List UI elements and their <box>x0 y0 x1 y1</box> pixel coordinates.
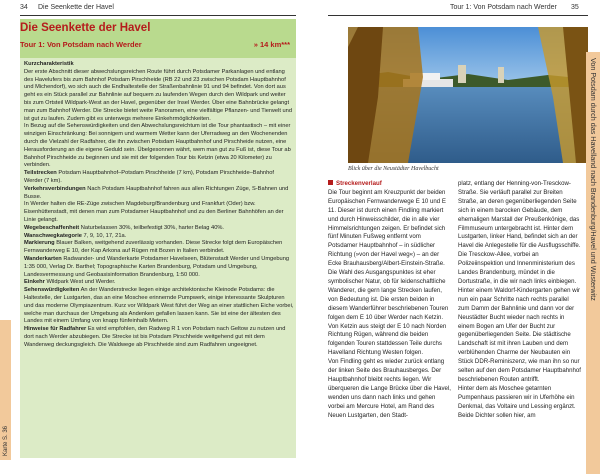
running-title-right: Tour 1: Von Potsdam nach Werder <box>450 4 557 11</box>
info-heading: Teilstrecken <box>24 170 57 177</box>
info-text: Nach Potsdam Hauptbahnhof fahren aus allen Richtungen Züge, S-Bahnen und Busse. <box>24 185 289 200</box>
text-column-right <box>458 180 581 420</box>
info-paragraph <box>24 326 294 349</box>
info-text: In Bezug auf die Sehenswürdigkeiten und den Abwechslungsreichtum ist die Tour phantastisch – mit einer winzigen Einschränkung: Bei sonnigem und warmem Wetter kann der Uferradweg an den Wochenenden durch die Vielzahl der Radfahrer, die ihn zwischen Potsdam Hauptbahnhof und Pirschheide nutzen, eine Herausforderung an die eigene Geduld sein. Übelgesonnen währt, wem man gut zu Fuß ist, diese Tour ab Bahnhof Pirschheide zu beginnen und sie mit der folgenden Tour bis Ketzin (etwa 20 Kilometer) zu verbinden. <box>24 123 291 169</box>
tour-distance: » 14 km*** <box>253 40 290 49</box>
info-text: Naturbelassen 30%, teilbefestigt 30%, harter Belag 40%. <box>80 224 225 231</box>
tour-label: Tour 1: Von Potsdam nach Werder <box>20 40 142 49</box>
info-paragraph <box>24 170 294 186</box>
map-reference-tab <box>0 320 11 460</box>
info-box-text <box>24 61 294 349</box>
info-paragraph <box>24 225 294 233</box>
info-heading: Verkehrsverbindungen <box>24 185 86 192</box>
info-paragraph <box>24 201 294 224</box>
body-paragraph: Hinter dem als Moschee getarnten Pumpenhaus passieren wir in Uferhöhe ein Denkmal, das Voltaire und Lessing ergänzt. Beide Dichter sollen hier, am <box>458 384 576 419</box>
info-box <box>20 58 296 458</box>
info-heading: Einkehr <box>24 279 45 286</box>
info-text: Blauer Balken, weitgehend zuverlässig vorhanden. Diese Strecke folgt dem Europäischen Fernwanderweg E 10, der Kap Arkona auf Rügen mit Bozen in Italien verbindet. <box>24 240 283 255</box>
info-paragraph <box>24 256 294 279</box>
info-text: In Werder halten die RE-Züge zwischen Magdeburg/Brandenburg und Frankfurt (Oder) bzw. Eisenhüttenstadt, mit denen man zum Potsdamer Hauptbahnhof und zu den Berliner Bahnhöfen an der Linie gelangt. <box>24 201 284 223</box>
info-paragraph <box>24 233 294 241</box>
body-paragraph: Die Wahl des Ausgangspunktes ist eher symbolischer Natur, ob für leidenschaftliche Wanderer, die gern lange Strecken laufen, von Bedeutung ist. Die ersten beiden in diesem Wanderführer beschriebenen Touren folgen dem E 10 über Werder nach Ketzin. Von Ketzin aus steigt der E 10 nach Norden Richtung Rügen, während die beiden folgenden Touren stattdessen Teile durchs Havelland Richtung Westen folgen. <box>328 269 449 357</box>
info-heading: Sehenswürdigkeiten <box>24 287 80 294</box>
route-side-tab <box>586 52 600 474</box>
info-heading: Wanderkarten <box>24 255 62 262</box>
page-number-left: 34 <box>20 4 28 11</box>
body-paragraph: Von Findling geht es wieder zurück entlang der linken Seite des Brauhausberges. Der Hauptbahnhof bleibt rechts liegen. Wir überqueren die Lange Brücke über die Havel, wenden uns dann nach links und gehen vorbei am Mercure Hotel, am Rand des Neuen Lustgarten, den Stadt- <box>328 358 451 419</box>
text-column-left <box>328 180 451 420</box>
body-paragraph: Die Tresckow-Allee, vorbei an Polizeiinspektion und Innenministerium des Landes Brandenburg, mündet in die Dortustraße, in die wir nach links einbiegen. Hinter einem Waldorf-Kindergarten gehen wir nun ein paar Schritte nach rechts parallel zum Damm der Bahnlinie und dann vor der Neustädter Bucht wieder nach rechts in einem Bogen am Ufer der Bucht zur gegenüberliegenden Seite. Die städtische Landschaft ist mit ihren Lauben und dem verblühenden Charme der Neubauten ein Stück DDR-Reminiszenz, wie man ihn so nur selten auf den dem Potsdamer Hauptbahnhof beschriebenen Routen antrifft. <box>458 251 581 383</box>
header-rule-left <box>20 15 296 16</box>
section-heading: Streckenverlauf <box>336 180 382 187</box>
header-rule-right <box>328 15 588 16</box>
right-page <box>300 0 600 474</box>
section-marker-icon <box>328 180 333 185</box>
info-paragraph <box>24 279 294 287</box>
info-text: Radwander- und Wanderkarte Potsdamer Havelseen, Blütenstadt Werder und Umgebung 1:35 000, Verlag Dr. Barthel; Topographische Karten Brandenburg, Potsdam und Umgebung, Landesvermessung und Geobasisinformation Brandenburg, 1:50 000. <box>24 255 290 278</box>
info-text: Es wird empfohlen, den Radweg R 1 von Potsdam nach Geltow zu nutzen und dort nach Werder abzubiegen. Die Strecke ist bis Potsdam Pirschheide weitgehend gut mit dem Wanderweg deckungsgleich. Die Waldwege ab Pirschheide sind zum Radfahren ungeeignet. <box>24 326 286 348</box>
running-title-left: Die Seenkette der Havel <box>38 4 114 11</box>
info-text: Wildpark West und Werder. <box>46 279 116 286</box>
info-heading: Wegebeschaffenheit <box>24 224 80 231</box>
info-text: Der erste Abschnitt dieser abwechslungsreichen Route führt durch Potsdamer Parkanlagen und entlang des Havelufers bis zum Bahnhof Potsdam Pirschheide (RB 22 und 23 zwischen Potsdam Hauptbahnhof und Michendorf), wo sich auch die Endhaltestelle der Straßenbahnlinie 91 und 94 befindet. Von dort aus geht es ein Stück parallel zur Bahnlinie auf bequem zu laufenden Wegen durch den Wildpark und weiter bis zum Ortsteil Wildpark-West an der Havel, gegenüber der Insel Werder. Über eine Bahnbrücke gelangt man zum Bahnhof Werder. Die Strecke bietet weite Panoramen, eine vielfältige Pflanzen- und Tierwelt und ist gut zu laufen. Zudem gibt es unterwegs mehrere Einkehrmöglichkeiten. <box>24 68 292 122</box>
info-paragraph <box>24 186 294 202</box>
info-paragraph <box>24 287 294 326</box>
info-heading: Kurzcharakteristik <box>24 61 74 67</box>
info-paragraph <box>24 240 294 256</box>
body-paragraph: platz, entlang der Henning-von-Tresckow-Straße. Sie verläuft parallel zur Breiten Straße, an deren gegenüberliegenden Seite sich in einem barocken Gebäude, dem ehemaligen Marstall der Preußenkönige, das Filmmuseum untergebracht ist. Hinter dem Lustgarten, linker Hand, befindet sich an der Havel die Anlegestelle für die Ausflugsschiffe. <box>458 180 581 250</box>
route-side-label: Von Potsdam durch das Havelland nach Brandenburg/Havel und Wusterwitz <box>589 58 598 301</box>
info-heading: Wanschwegkategorie <box>24 232 82 239</box>
info-heading: Markierung <box>24 240 55 247</box>
tour-row <box>20 40 296 50</box>
info-paragraph <box>24 61 294 123</box>
info-text: 7, 9, 10, 17, 21a. <box>83 232 127 239</box>
havel-bay-photo <box>348 27 588 163</box>
info-paragraph <box>24 123 294 170</box>
section-heading-row <box>328 180 451 189</box>
info-text: Potsdam Hauptbahnhof–Potsdam Pirschheide (7 km), Potsdam Pirschheide–Bahnhof Werder (7 km). <box>24 170 274 184</box>
chapter-title: Die Seenkette der Havel <box>20 22 151 34</box>
map-reference-label: Karte S. 36 <box>3 425 9 456</box>
photo-caption: Blick über die Neustädter Havelbucht <box>348 166 439 172</box>
page-number-right: 35 <box>571 4 579 11</box>
info-text: An der Wanderstrecke liegen einige architektonische Kleinode Potsdams: die Haltestelle, der Lustgarten, das an eine Moschee erinnernde Pumpwerk, einige interessante Skulpturen und das moderne Olympiazentrum. Kurz vor Wildpark West führt der Weg an einer stattlichen Eiche vorbei, welche man durchaus der Umgebung als Andenken gefallen lassen kann. Sie ist eine der ältesten des Landes mit einem Umfang von knapp fünfeinhalb Metern. <box>24 287 294 325</box>
info-heading: Hinweise für Radfahrer <box>24 326 87 333</box>
body-paragraph: Die Tour beginnt am Kreuzpunkt der beiden Europäischen Fernwanderwege E 10 und E 11. Dieser ist durch einen Findling markiert und durch Hinweisschilder, die in alle vier Himmelsrichtungen zeigen. Er befindet sich fünf Minuten Fußweg entfernt vom Potsdamer Hauptbahnhof – in südlicher Richtung (»von der Havel weg«) – an der Ecke Brauhausberg/Albert-Einstein-Straße. <box>328 188 446 268</box>
